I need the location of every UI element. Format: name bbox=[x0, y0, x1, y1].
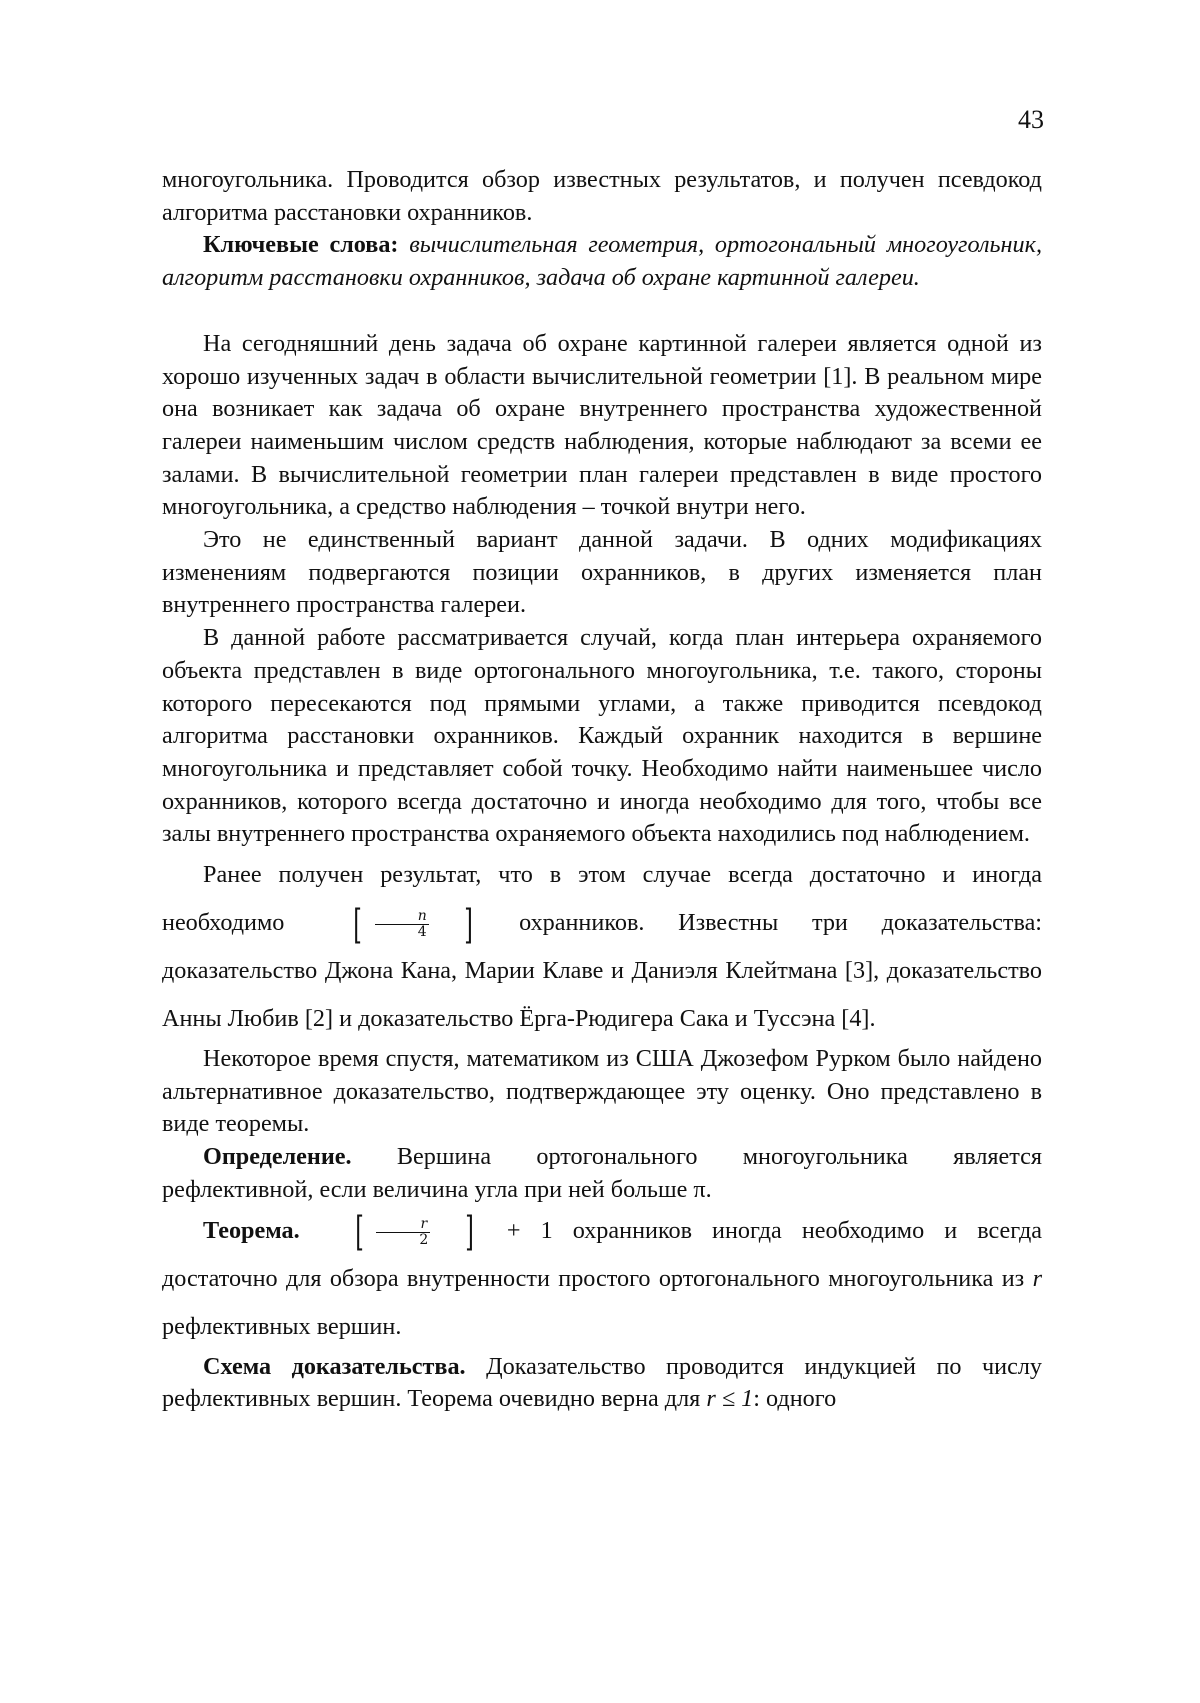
proof-sketch bbox=[162, 1351, 1042, 1416]
floor-n-over-4-formula: [ n 4 ] bbox=[318, 905, 485, 945]
paragraph-rourke: Некоторое время спустя, математиком из США Джозефом Рурком было найдено альтернативное доказательство, подтверждающее эту оценку. Оно представлено в виде теоремы. bbox=[162, 1043, 1042, 1141]
page-number: 43 bbox=[1018, 104, 1044, 136]
theorem-label: Теорема. bbox=[203, 1217, 300, 1244]
keywords-text: вычислительная геометрия, ортогональный многоугольник, алгоритм расстановки охранников, задача об охране картинной галереи. bbox=[162, 231, 1042, 291]
proof-sketch-label: Схема доказательства. bbox=[203, 1353, 466, 1380]
known-result-text-b: охранников. Известны три доказательства: доказательство Джона Кана, Марии Клаве и Даниэля Клейтмана [3], доказательство Анны Любив [2] и доказательство Ёрга-Рюдигера Сака и Туссэна [4]. bbox=[162, 909, 1042, 1032]
paragraph-known-result bbox=[162, 851, 1042, 1043]
keywords bbox=[162, 229, 1042, 294]
proof-sketch-text-b: : одного bbox=[753, 1385, 836, 1412]
formula-numerator: n bbox=[375, 909, 429, 924]
definition-label: Определение. bbox=[203, 1143, 352, 1170]
section-gap bbox=[162, 295, 1042, 328]
definition bbox=[162, 1141, 1042, 1206]
paragraph-intro: На сегодняшний день задача об охране картинной галереи является одной из хорошо изученных задач в области вычислительной геометрии [1]. В реальном мире она возникает как задача об охране внутреннего пространства художественной галереи наименьшим числом средств наблюдения, которые наблюдают за всеми ее залами. В вычислительной геометрии план галереи представлен в виде простого многоугольника, а средство наблюдения – точкой внутри него. bbox=[162, 328, 1042, 524]
known-result-text-a: Ранее получен результат, что в этом случае всегда достаточно и иногда необходимо bbox=[162, 861, 1042, 936]
theorem-text-b: рефлективных вершин. bbox=[162, 1313, 401, 1340]
theorem-text-a: + 1 охранников иногда необходимо и всегда достаточно для обзора внутренности простого ортогонального многоугольника из bbox=[162, 1217, 1042, 1292]
definition-text: Вершина ортогонального многоугольника является рефлективной, если величина угла при ней больше π. bbox=[162, 1143, 1042, 1203]
keywords-label: Ключевые слова: bbox=[203, 231, 398, 258]
proof-sketch-condition: r ≤ 1 bbox=[706, 1385, 753, 1412]
floor-r-over-2-formula: [ r 2 ] bbox=[320, 1212, 487, 1252]
theorem bbox=[162, 1207, 1042, 1351]
page-body bbox=[162, 164, 1042, 1416]
theorem-var-r: r bbox=[1033, 1265, 1042, 1292]
formula-denominator: 4 bbox=[375, 924, 429, 940]
abstract-tail: многоугольника. Проводится обзор известных результатов, и получен псевдокод алгоритма расстановки охранников. bbox=[162, 164, 1042, 229]
theorem-frac-numerator: r bbox=[377, 1217, 429, 1232]
document-page bbox=[0, 0, 1200, 1703]
paragraph-task: В данной работе рассматривается случай, когда план интерьера охраняемого объекта представлен в виде ортогонального многоугольника, т.е. такого, стороны которого пересекаются под прямыми углами, а также приводится псевдокод алгоритма расстановки охранников. Каждый охранник находится в вершине многоугольника и представляет собой точку. Необходимо найти наименьшее число охранников, которого всегда достаточно и иногда необходимо для того, чтобы все залы внутреннего пространства охраняемого объекта находились под наблюдением. bbox=[162, 622, 1042, 851]
theorem-frac-denominator: 2 bbox=[376, 1232, 430, 1248]
paragraph-variants: Это не единственный вариант данной задачи. В одних модификациях изменениям подвергаются позиции охранников, в других изменяется план внутреннего пространства галереи. bbox=[162, 524, 1042, 622]
proof-sketch-text-a: Доказательство проводится индукцией по числу рефлективных вершин. Теорема очевидно верна для bbox=[162, 1353, 1042, 1413]
